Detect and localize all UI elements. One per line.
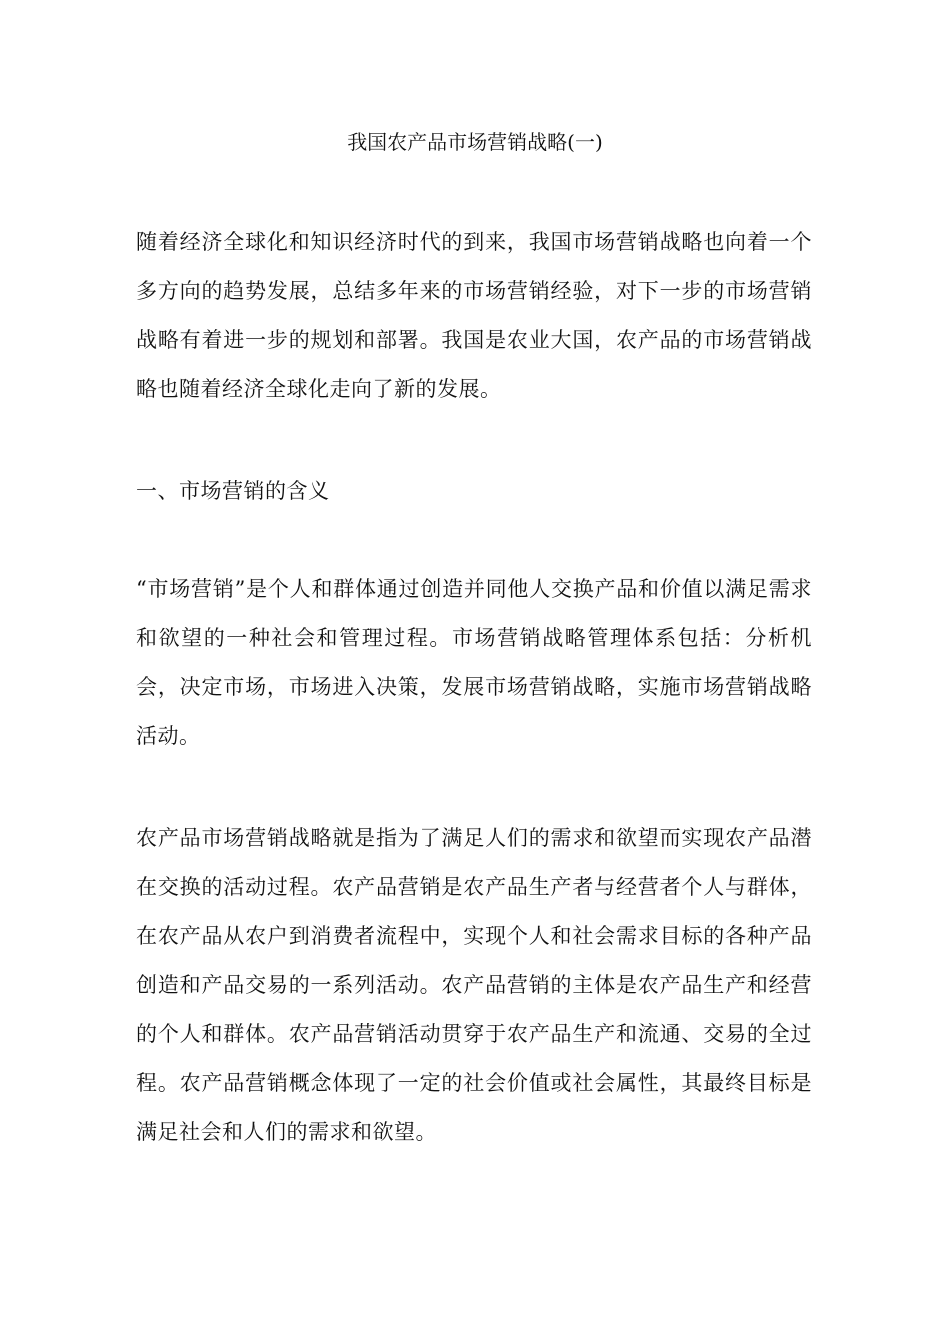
definition-paragraph: “市场营销”是个人和群体通过创造并同他人交换产品和价值以满足需求和欲望的一种社会和管理过程。市场营销战略管理体系包括：分析机会，决定市场，市场进入决策，发展市场营销战略，实施市场营销战略活动。 bbox=[136, 577, 812, 748]
document-title: 我国农产品市场营销战略(一) bbox=[347, 130, 603, 154]
intro-paragraph: 随着经济全球化和知识经济时代的到来，我国市场营销战略也向着一个多方向的趋势发展，总结多年来的市场营销经验，对下一步的市场营销战略有着进一步的规划和部署。我国是农业大国，农产品的市场营销战略也随着经济全球化走向了新的发展。 bbox=[136, 230, 812, 401]
agri-marketing-paragraph: 农产品市场营销战略就是指为了满足人们的需求和欲望而实现农产品潜在交换的活动过程。农产品营销是农产品生产者与经营者个人与群体，在农产品从农户到消费者流程中，实现个人和社会需求目标的各种产品创造和产品交易的一系列活动。农产品营销的主体是农产品生产和经营的个人和群体。农产品营销活动贯穿于农产品生产和流通、交易的全过程。农产品营销概念体现了一定的社会价值或社会属性，其最终目标是满足社会和人们的需求和欲望。 bbox=[136, 826, 812, 1144]
section-heading: 一、市场营销的含义 bbox=[136, 479, 330, 503]
